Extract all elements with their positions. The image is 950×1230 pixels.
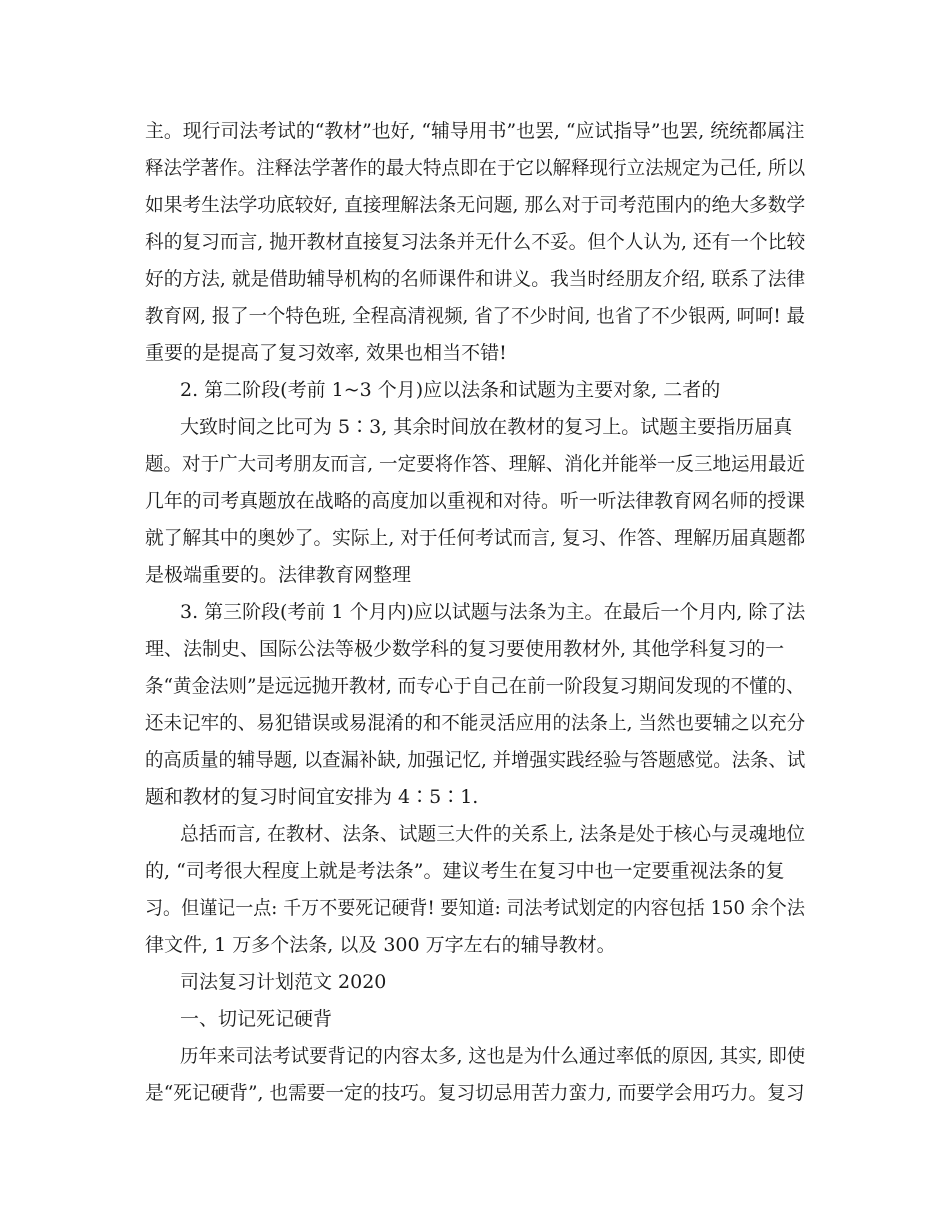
text-line: 如果考生法学功底较好, 直接理解法条无问题, 那么对于司考范围内的绝大多数学 bbox=[145, 194, 806, 216]
text-line: 主。现行司法考试的“教材”也好, “辅导用书”也罢, “应试指导”也罢, 统统都属注 bbox=[145, 120, 805, 142]
text-line: 是极端重要的。法律教育网整理 bbox=[145, 564, 412, 586]
text-line: 好的方法, 就是借助辅导机构的名师课件和讲义。我当时经朋友介绍, 联系了法律 bbox=[145, 268, 806, 290]
text-line: 几年的司考真题放在战略的高度加以重视和对待。听一听法律教育网名师的授课 bbox=[145, 490, 806, 512]
text-line: 还未记牢的、易犯错误或易混淆的和不能灵活应用的法条上, 当然也要辅之以充分 bbox=[145, 712, 806, 734]
section-heading: 3. 第三阶段(考前 1 个月内)应以试题与法条为主。在最后一个月内, 除了法 bbox=[180, 601, 806, 623]
document-title: 司法复习计划范文 2020 bbox=[180, 971, 387, 993]
text-line: 律文件, 1 万多个法条, 以及 300 万字左右的辅导教材。 bbox=[145, 934, 616, 956]
text-line: 科的复习而言, 抛开教材直接复习法条并无什么不妥。但个人认为, 还有一个比较 bbox=[145, 231, 806, 253]
text-line: 历年来司法考试要背记的内容太多, 这也是为什么通过率低的原因, 其实, 即使 bbox=[180, 1045, 806, 1067]
text-line: 大致时间之比可为 5∶3, 其余时间放在教材的复习上。试题主要指历届真 bbox=[180, 416, 793, 438]
text-line: 教育网, 报了一个特色班, 全程高清视频, 省了不少时间, 也省了不少银两, 呵呵! 最 bbox=[145, 305, 806, 327]
text-line: 释法学著作。注释法学著作的最大特点即在于它以解释现行立法规定为己任, 所以 bbox=[145, 157, 806, 179]
text-line: 理、法制史、国际公法等极少数学科的复习要使用教材外, 其他学科复习的一 bbox=[145, 638, 785, 660]
text-line: 习。但谨记一点: 千万不要死记硬背! 要知道: 司法考试划定的内容包括 150 余个法 bbox=[145, 897, 805, 919]
section-heading: 一、切记死记硬背 bbox=[180, 1008, 333, 1030]
section-heading: 2. 第二阶段(考前 1~3 个月)应以法条和试题为主要对象, 二者的 bbox=[180, 379, 721, 401]
text-line: 重要的是提高了复习效率, 效果也相当不错! bbox=[145, 342, 507, 364]
text-line: 总括而言, 在教材、法条、试题三大件的关系上, 法条是处于核心与灵魂地位 bbox=[180, 823, 806, 845]
text-line: 题。对于广大司考朋友而言, 一定要将作答、理解、消化并能举一反三地运用最近 bbox=[145, 453, 806, 475]
text-line: 条“黄金法则”是远远抛开教材, 而专心于自己在前一阶段复习期间发现的不懂的、 bbox=[145, 675, 805, 697]
text-line: 就了解其中的奥妙了。实际上, 对于任何考试而言, 复习、作答、理解历届真题都 bbox=[145, 527, 806, 549]
text-line: 题和教材的复习时间宜安排为 4∶5∶1. bbox=[145, 786, 479, 808]
text-line: 是“死记硬背”, 也需要一定的技巧。复习切忌用苦力蛮力, 而要学会用巧力。复习 bbox=[145, 1082, 805, 1104]
text-line: 的高质量的辅导题, 以查漏补缺, 加强记忆, 并增强实践经验与答题感觉。法条、试 bbox=[145, 749, 806, 771]
text-line: 的, “司考很大程度上就是考法条”。建议考生在复习中也一定要重视法条的复 bbox=[145, 860, 785, 882]
